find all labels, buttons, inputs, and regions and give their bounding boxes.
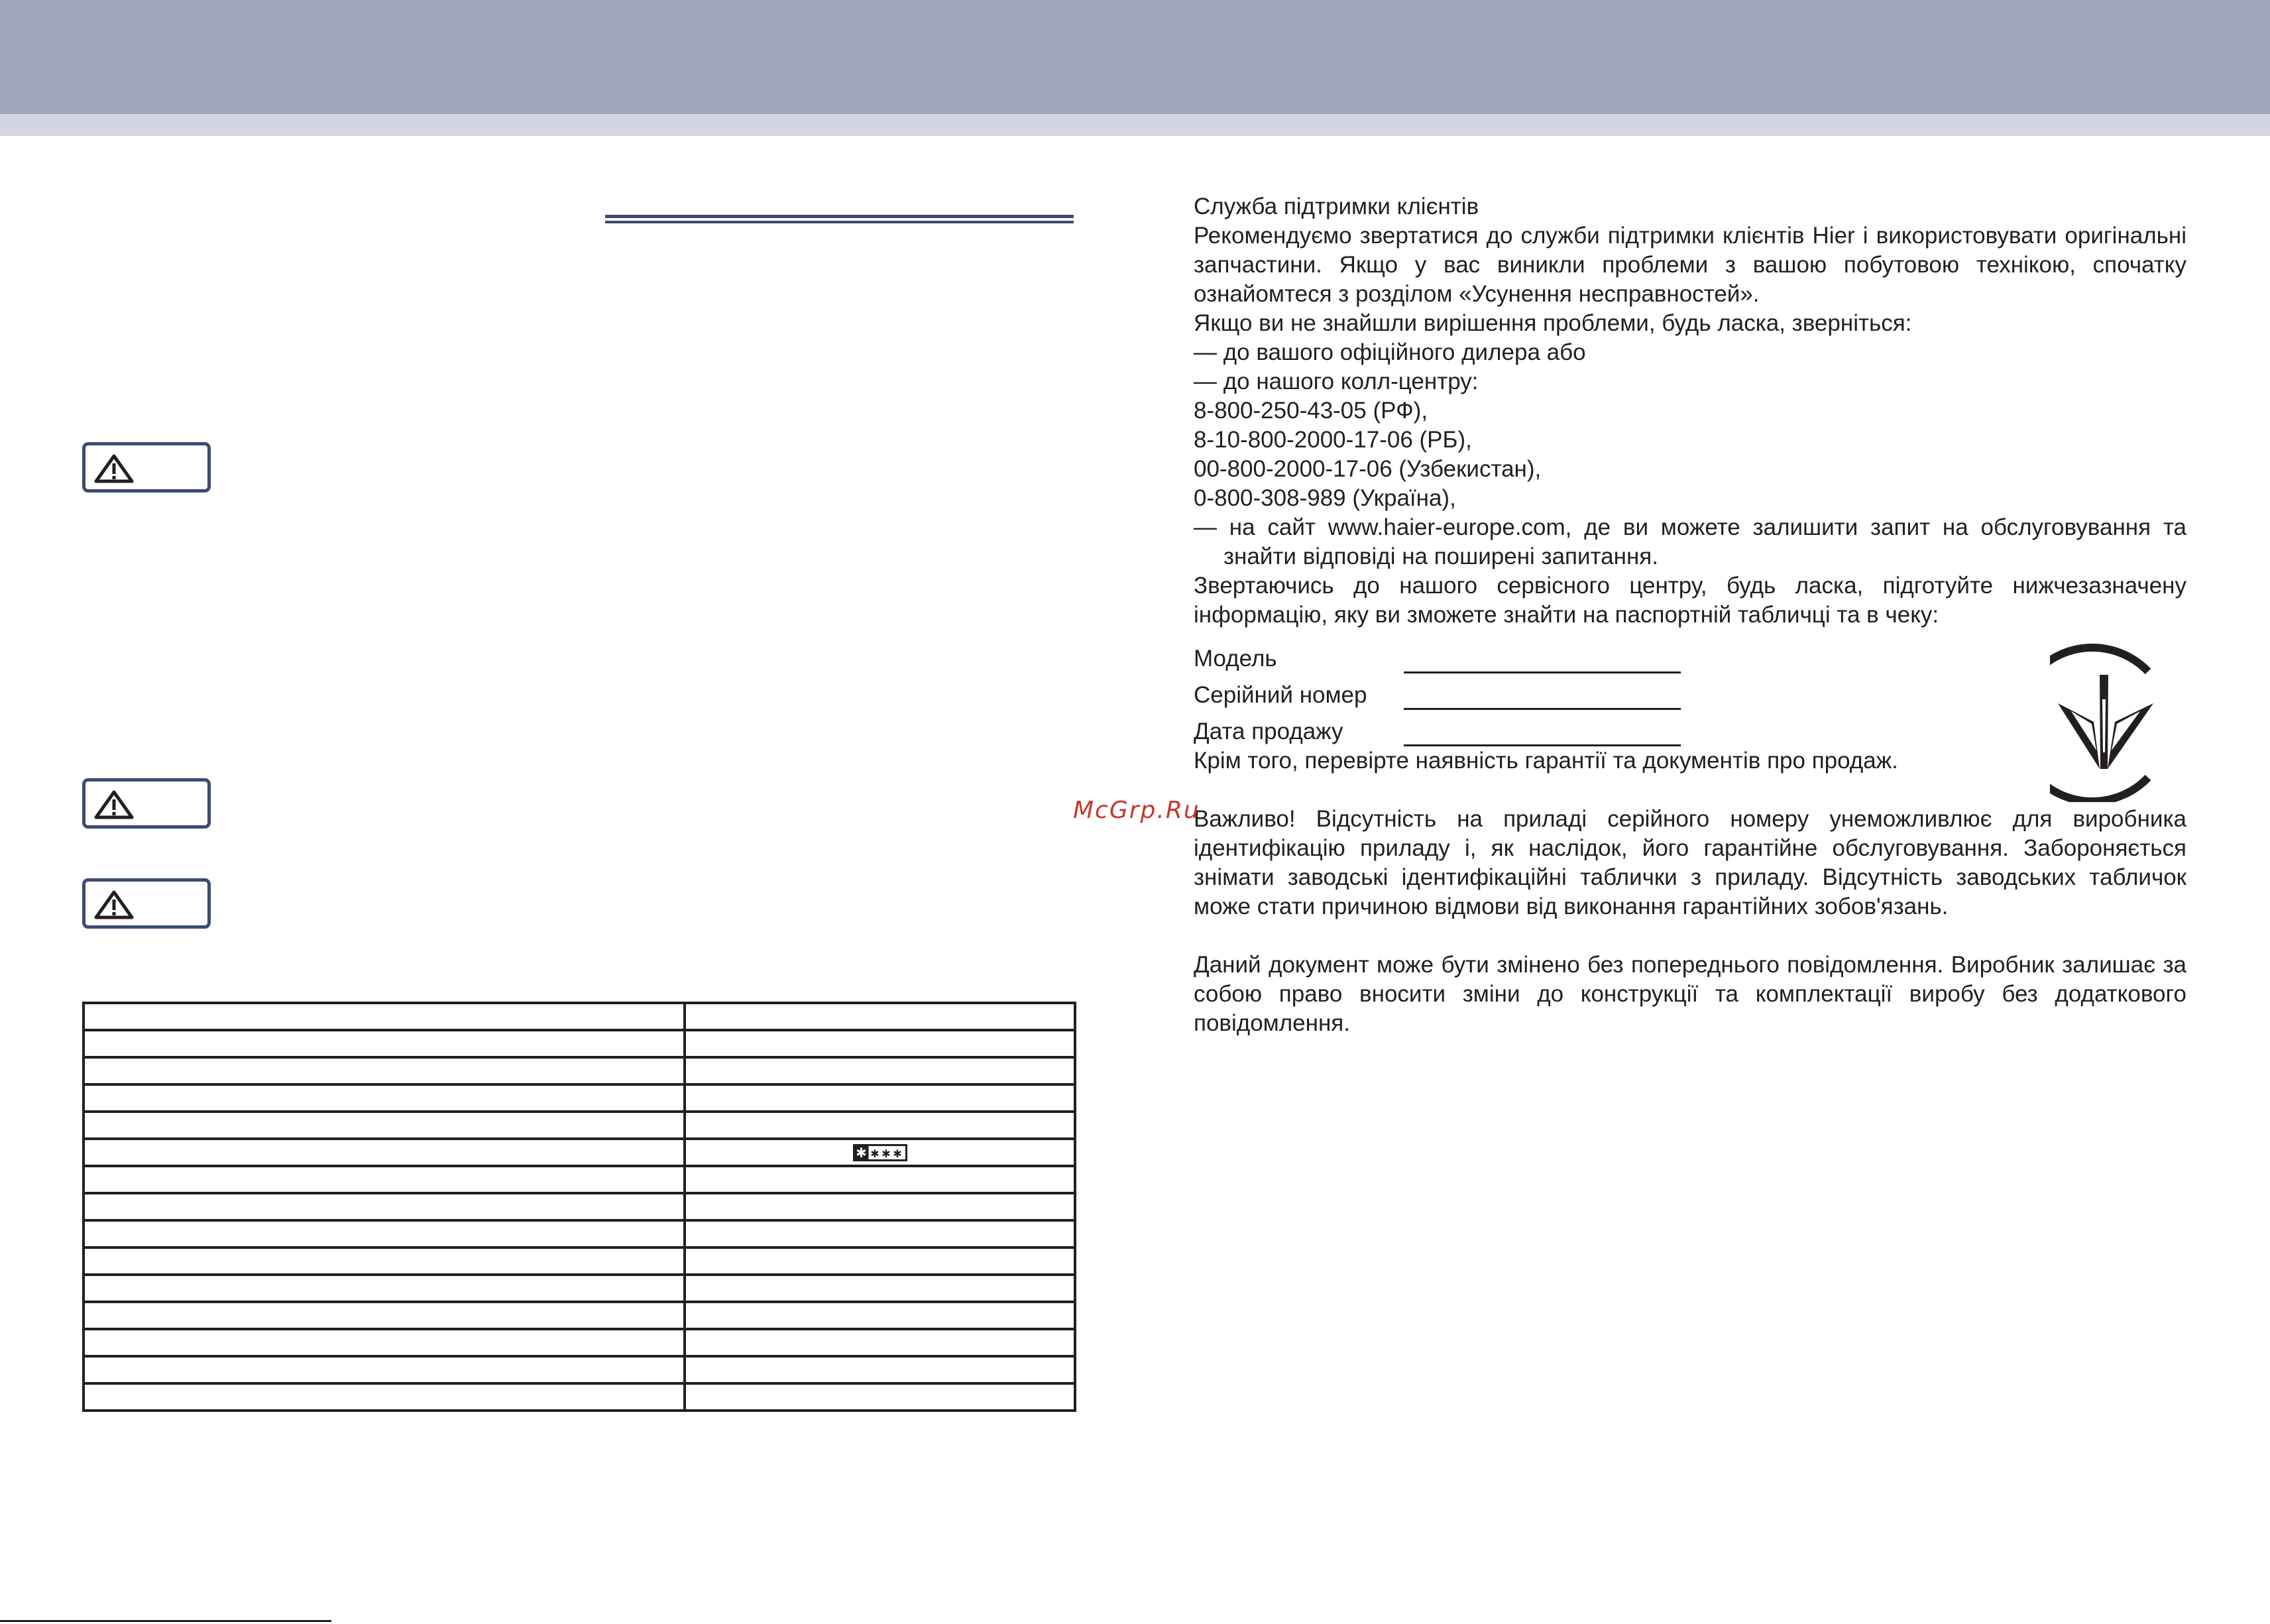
warning-box-2	[82, 778, 211, 829]
table-row	[84, 1275, 1075, 1302]
table-row	[84, 1329, 1075, 1356]
table-cell	[84, 1220, 685, 1247]
table-cell	[84, 1302, 685, 1329]
table-cell	[84, 1356, 685, 1383]
table-row	[84, 1166, 1075, 1193]
table-cell	[84, 1193, 685, 1220]
table-cell	[685, 1329, 1075, 1356]
contact-callcenter: — до нашого колл-центру:	[1194, 369, 1479, 394]
not-found-text: Якщо ви не знайшли вирішення проблеми, будь ласка, зверніться:	[1194, 310, 1912, 336]
footer-rule	[0, 1620, 331, 1622]
website-item: — на сайт www.haier-europe.com, де ви можете залишити запит на обслуговування та знайти відповіді на поширені запитання.	[1194, 514, 2186, 569]
table-cell	[685, 1247, 1075, 1275]
field-blank-line	[1404, 721, 1681, 746]
table-row	[84, 1220, 1075, 1247]
svg-text:✱: ✱	[892, 1147, 902, 1160]
table-cell	[84, 1003, 685, 1030]
important-notice: Важливо! Відсутність на приладі серійного номеру унеможливлює для виробника ідентифікацію приладу і, як наслідок, його гарантійне обслуговування. Забороняється знімати заводські ідентифікаційні таблички з приладу. Відсутність заводських табличок може стати причиною відмови від виконання гарантійних зобов'язань.	[1194, 806, 2186, 919]
table-row	[84, 1139, 1075, 1166]
intro-paragraph: Рекомендуємо звертатися до служби підтримки клієнтів Hier і використовувати оригінальні запчастини. Якщо у вас виникли проблеми з вашою побутовою технікою, спочатку ознайомтеся з розділом «Усунення несправностей».	[1194, 223, 2186, 307]
table-row	[84, 1112, 1075, 1139]
table-cell	[84, 1084, 685, 1112]
field-serial-number	[1194, 673, 2186, 710]
table-cell	[84, 1057, 685, 1084]
freezer-star-rating-icon	[853, 1144, 907, 1161]
section-title-rule	[605, 215, 1074, 224]
field-sale-date	[1194, 710, 2186, 746]
warning-triangle-icon	[93, 789, 135, 820]
table-cell	[685, 1220, 1075, 1247]
disclaimer-text: Даний документ може бути змінено без попереднього повідомлення. Виробник залишає за собою право вносити зміни до конструкції та комплектації виробу без додаткового повідомлення.	[1194, 952, 2186, 1036]
contact-dealer: — до вашого офіційного дилера або	[1194, 339, 1586, 365]
table-row	[84, 1193, 1075, 1220]
spec-table	[82, 1002, 1076, 1412]
check-warranty-text: Крім того, перевірте наявність гарантії та документів про продаж.	[1194, 748, 1898, 774]
watermark: McGrp.Ru	[1073, 797, 1200, 824]
prepare-info-text: Звертаючись до нашого сервісного центру, будь ласка, підготуйте нижчезазначену інформацію, яку ви зможете знайти на паспортній табличці та в чеку:	[1194, 573, 2186, 628]
table-row	[84, 1030, 1075, 1057]
phone-ru: 8-800-250-43-05 (РФ),	[1194, 398, 1428, 424]
field-label: Серійний номер	[1194, 682, 1367, 708]
header-strip	[0, 114, 2270, 136]
table-row	[84, 1084, 1075, 1112]
phone-by: 8-10-800-2000-17-06 (РБ),	[1194, 427, 1472, 453]
table-cell	[685, 1030, 1075, 1057]
table-cell	[84, 1383, 685, 1411]
table-cell	[84, 1030, 685, 1057]
table-cell	[84, 1166, 685, 1193]
table-row	[84, 1057, 1075, 1084]
table-row	[84, 1356, 1075, 1383]
table-cell	[84, 1139, 685, 1166]
table-row	[84, 1003, 1075, 1030]
warning-triangle-icon	[93, 890, 135, 920]
warning-box-1	[82, 442, 211, 493]
table-cell	[685, 1166, 1075, 1193]
table-cell	[685, 1356, 1075, 1383]
table-row	[84, 1247, 1075, 1275]
table-cell	[685, 1139, 1075, 1166]
table-cell	[84, 1275, 685, 1302]
phone-ua: 0-800-308-989 (Україна),	[1194, 485, 1456, 511]
table-cell	[84, 1329, 685, 1356]
warning-triangle-icon	[93, 453, 135, 484]
field-label: Дата продажу	[1194, 719, 1343, 744]
ukrainian-conformity-mark-icon	[2050, 636, 2156, 802]
customer-service-section	[1194, 192, 2186, 1038]
table-row	[84, 1302, 1075, 1329]
warning-box-3	[82, 878, 211, 929]
header-band	[0, 0, 2270, 114]
field-blank-line	[1404, 684, 1681, 710]
svg-text:✱: ✱	[870, 1147, 880, 1160]
info-fields	[1194, 637, 2186, 746]
table-cell	[685, 1003, 1075, 1030]
table-cell	[84, 1247, 685, 1275]
table-cell	[685, 1193, 1075, 1220]
table-cell	[685, 1057, 1075, 1084]
table-cell	[84, 1112, 685, 1139]
svg-text:✱: ✱	[855, 1144, 867, 1161]
customer-service-title: Служба підтримки клієнтів	[1194, 194, 1479, 219]
field-label: Модель	[1194, 646, 1277, 671]
table-cell	[685, 1383, 1075, 1411]
table-cell	[685, 1112, 1075, 1139]
table-cell	[685, 1302, 1075, 1329]
table-cell	[685, 1275, 1075, 1302]
field-blank-line	[1404, 648, 1681, 673]
table-cell	[685, 1084, 1075, 1112]
svg-text:✱: ✱	[881, 1147, 891, 1160]
field-model	[1194, 637, 2186, 673]
table-row	[84, 1383, 1075, 1411]
phone-uz: 00-800-2000-17-06 (Узбекистан),	[1194, 456, 1542, 482]
